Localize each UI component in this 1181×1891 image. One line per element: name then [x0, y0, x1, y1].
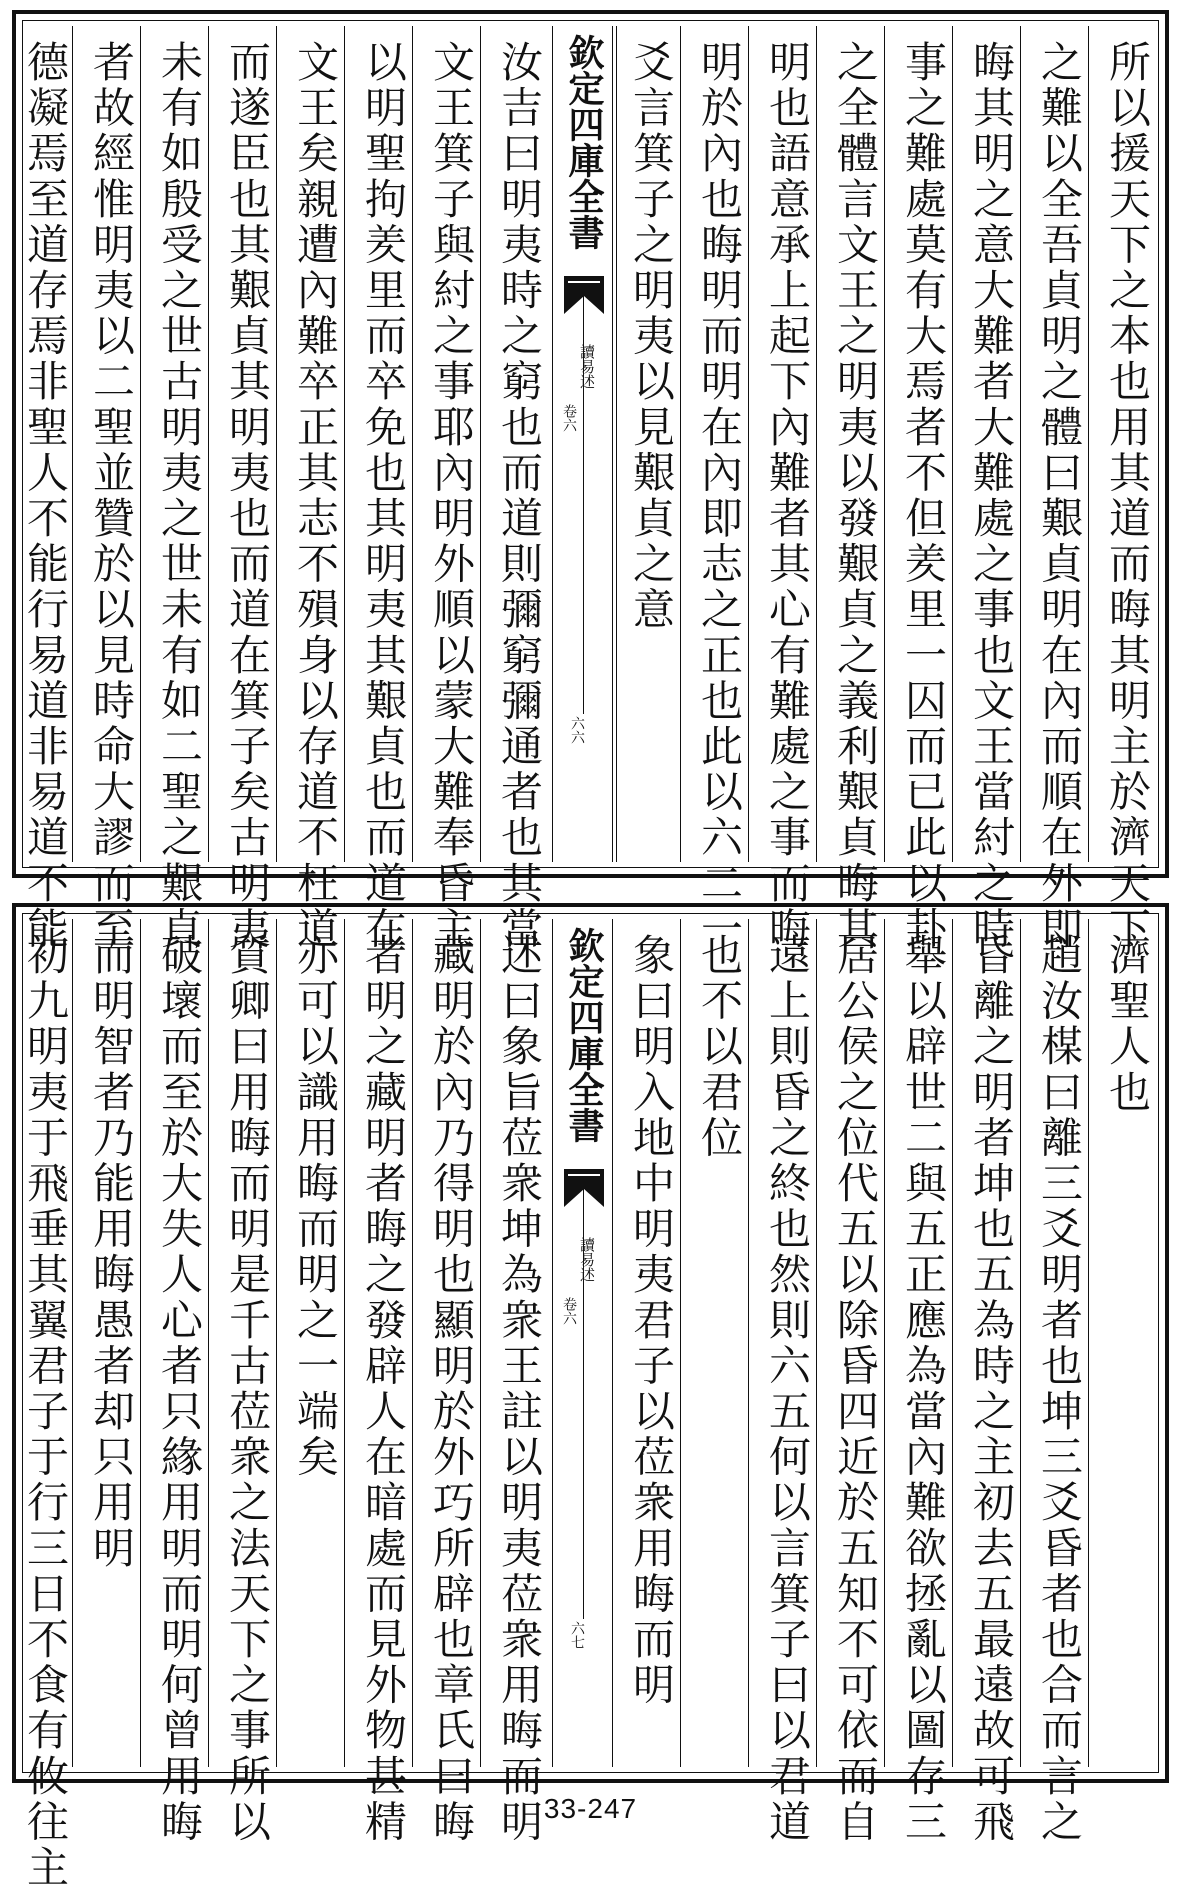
text-column: 文王矣親遭內難卒正其志不殞身以存道不枉道	[291, 40, 340, 952]
text-column: 爻言箕子之明夷以見艱貞之意	[627, 40, 676, 633]
text-column: 德凝焉至道存焉非聖人不能行易道非易道不能	[21, 40, 70, 952]
text-column: 亦可以識用晦而明之一端矣	[291, 933, 340, 1481]
text-column: 明於內也晦明而明在內即志之正也此以六二一	[695, 40, 744, 952]
page-number: 33-247	[543, 1793, 638, 1824]
text-column: 明也語意承上起下內難者其心有難處之事而晦	[763, 40, 812, 952]
text-column: 之全體言文王之明夷以發艱貞之義利艱貞晦其	[831, 40, 880, 952]
gutter-folio-number: 六六	[569, 716, 585, 744]
gutter-book-title: 讀易述	[578, 344, 596, 389]
text-column: 者明之藏明者晦之發辟人在暗處而見外物甚精	[359, 933, 408, 1845]
column-rule	[612, 26, 613, 862]
fish-tail-mark-icon	[562, 274, 606, 316]
text-column: 也不以君位	[695, 933, 744, 1161]
text-column: 象曰明入地中明夷君子以莅衆用晦而明	[627, 933, 676, 1709]
top-page	[12, 10, 1169, 952]
text-column: 述曰象旨莅衆坤為衆王註以明夷莅衆用晦而明	[495, 933, 544, 1845]
text-column: 破壞而至於大失人心者只緣用明而明何曾用晦	[155, 933, 204, 1845]
text-column: 初九明夷于飛垂其翼君子于行三日不食有攸往主	[21, 933, 70, 1891]
gutter-folio-number: 六七	[569, 1621, 585, 1649]
text-column: 晦其明之意大難者大難處之事也文王當紂之時	[967, 40, 1016, 952]
gutter-title: 欽定四庫全書	[563, 927, 605, 1143]
text-column: 事之難處莫有大焉者不但羑里一囚而已此以卦	[899, 40, 948, 952]
column-rule	[552, 26, 553, 862]
text-column: 未有如殷受之世古明夷之世未有如二聖之艱貞	[155, 40, 204, 952]
gutter-book-title: 讀易述	[578, 1237, 596, 1282]
text-column: 濟聖人也	[1103, 933, 1152, 1116]
gutter-juan: 卷六	[561, 404, 577, 432]
text-column: 而遂臣也其艱貞其明夷也而道在箕子矣古明夷	[223, 40, 272, 952]
fish-tail-mark-icon	[562, 1167, 606, 1209]
text-column: 居公侯之位代五以除昏四近於五知不可依而自	[831, 933, 880, 1845]
text-column: 以明聖拘羑里而卒免也其明夷其艱貞也而道在	[359, 40, 408, 952]
column-rule	[612, 919, 613, 1767]
column-rule	[552, 919, 553, 1767]
text-column: 汝吉曰明夷時之窮也而道則彌窮彌通者也其當	[495, 40, 544, 952]
text-column: 昏離之明者坤也五為時之主初去五最遠故可飛	[967, 933, 1016, 1845]
text-column: 藏明於內乃得明也顯明於外巧所辟也章氏曰晦	[427, 933, 476, 1845]
gutter-juan: 卷六	[561, 1297, 577, 1325]
text-column: 者故經惟明夷以二聖並贊於以見時命大謬而至	[87, 40, 136, 952]
gutter-title: 欽定四庫全書	[563, 34, 605, 250]
text-column: 質卿曰用晦而明是千古莅衆之法天下之事所以	[223, 933, 272, 1845]
text-column: 舉以辟世二與五正應為當內難欲拯亂以圖存三	[899, 933, 948, 1845]
center-gutter	[556, 917, 612, 1769]
text-column: 趙汝楳曰離三爻明者也坤三爻昏者也合而言之	[1035, 933, 1084, 1845]
column-rule	[616, 26, 617, 862]
center-gutter	[556, 24, 612, 864]
text-column: 所以援天下之本也用其道而晦其明主於濟天下	[1103, 40, 1152, 952]
text-column: 遠上則昏之終也然則六五何以言箕子曰以君道	[763, 933, 812, 1845]
text-column: 而明智者乃能用晦愚者却只用明	[87, 933, 136, 1572]
text-column: 文王箕子與紂之事耶內明外順以蒙大難奉昏主	[427, 40, 476, 952]
text-column: 之難以全吾貞明之體曰艱貞明在內而順在外即	[1035, 40, 1084, 952]
